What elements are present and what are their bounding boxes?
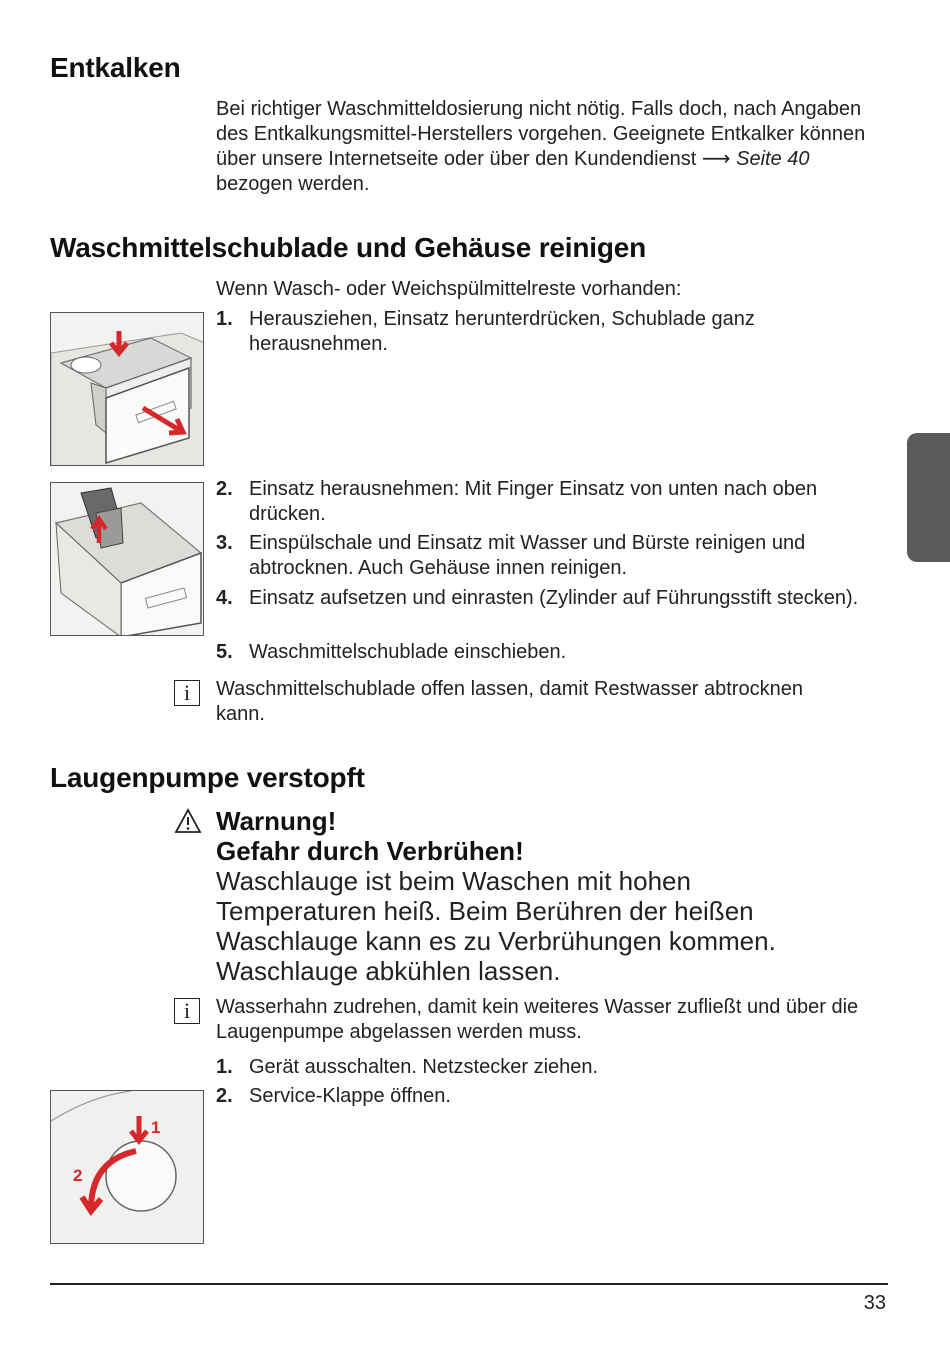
figure-label-1: 1: [151, 1118, 161, 1137]
step-number: 3.: [216, 532, 233, 554]
info-icon: i: [174, 680, 200, 706]
list-item: [216, 307, 849, 357]
step-text: Einspülschale und Einsatz mit Wasser und Bürste reinigen und abtrocknen. Auch Gehäuse innen reinigen.: [249, 532, 806, 579]
drawer-removal-illustration: [50, 312, 204, 466]
step-text: Herausziehen, Einsatz herunterdrücken, Schublade ganz herausnehmen.: [249, 308, 755, 355]
list-item: [216, 586, 869, 611]
step-number: 4.: [216, 587, 233, 609]
step-number: 2.: [216, 478, 233, 500]
footer-divider: [50, 1283, 888, 1285]
arrow-right-icon: ⟶: [701, 148, 731, 170]
step-text: Gerät ausschalten. Netzstecker ziehen.: [249, 1056, 599, 1078]
step-text: Einsatz herausnehmen: Mit Finger Einsatz von unten nach oben drücken.: [249, 478, 818, 525]
chapter-side-tab: [907, 433, 950, 562]
section-title-schublade: Waschmittelschublade und Gehäuse reinigen: [50, 232, 647, 263]
warning-triangle-icon: [174, 808, 202, 834]
schublade-info-note: Waschmittelschublade offen lassen, damit Restwasser abtrocknen kann.: [216, 678, 803, 725]
step-text: Einsatz aufsetzen und einrasten (Zylinder auf Führungsstift stecken).: [249, 587, 859, 609]
step-text: Service-Klappe öffnen.: [249, 1085, 451, 1107]
warning-title: Warnung!: [216, 806, 337, 836]
step-number: 1.: [216, 308, 233, 330]
list-item: [216, 531, 869, 581]
list-item: [216, 477, 869, 527]
step-text: Waschmittelschublade einschieben.: [249, 641, 567, 663]
entkalken-text-end: bezogen werden.: [216, 173, 370, 195]
laugenpumpe-info-note: Wasserhahn zudrehen, damit kein weiteres Wasser zufließt und über die Laugenpumpe abgelassen werden muss.: [216, 996, 859, 1043]
step-number: 5.: [216, 641, 233, 663]
page-reference-link[interactable]: Seite 40: [736, 148, 810, 170]
section-title-laugenpumpe: Laugenpumpe verstopft: [50, 762, 365, 793]
insert-removal-drawing: [51, 483, 204, 636]
entkalken-text: Bei richtiger Waschmitteldosierung nicht nötig. Falls doch, nach Angaben des Entkalkungsmittel-Herstellers vorgehen. Geeignete Entkalker können über unsere Internetseite oder über den Kundendienst: [216, 98, 866, 170]
list-item: [216, 1055, 889, 1080]
info-icon: i: [174, 998, 200, 1024]
step-number: 2.: [216, 1085, 233, 1107]
entkalken-paragraph: [216, 97, 888, 197]
warning-subtitle: Gefahr durch Verbrühen!: [216, 836, 524, 866]
list-item: [216, 1084, 889, 1109]
service-flap-drawing: [51, 1091, 204, 1244]
section-title-entkalken: Entkalken: [50, 52, 181, 83]
drawer-removal-drawing: [51, 313, 204, 466]
page-number: 33: [863, 1292, 886, 1314]
service-flap-illustration: [50, 1090, 204, 1244]
insert-removal-illustration: [50, 482, 204, 636]
step-number: 1.: [216, 1056, 233, 1078]
warning-text: Waschlauge ist beim Waschen mit hohen Temperaturen heiß. Beim Berühren der heißen Waschlauge kann es zu Verbrühungen kommen. Waschlauge abkühlen lassen.: [216, 866, 776, 986]
schublade-intro: Wenn Wasch- oder Weichspülmittelreste vorhanden:: [216, 278, 682, 300]
figure-label-2: 2: [73, 1166, 83, 1185]
list-item: [216, 640, 889, 665]
